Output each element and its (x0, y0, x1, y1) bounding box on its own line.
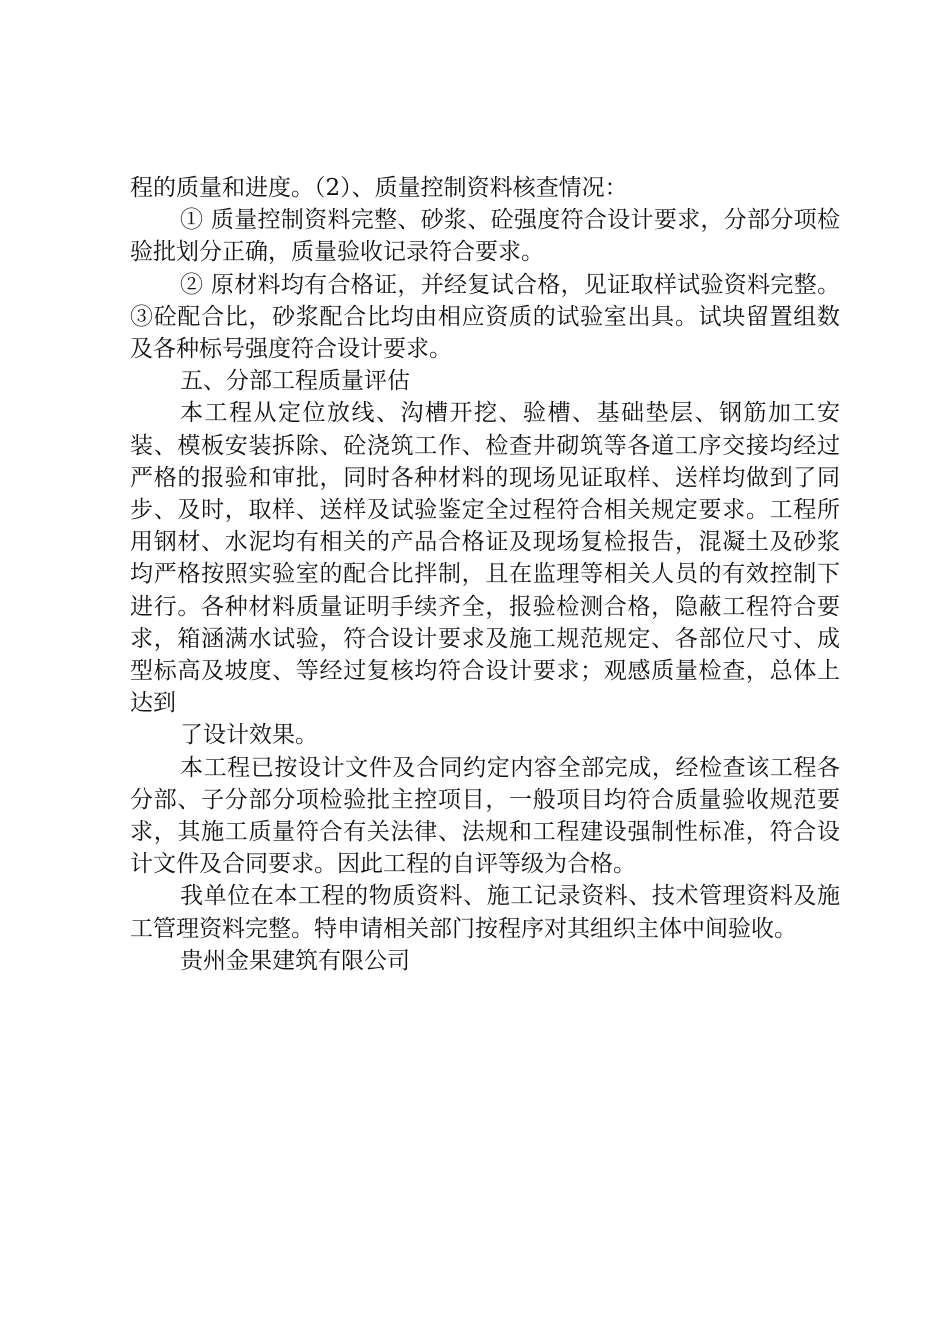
paragraph-raw-materials: ② 原材料均有合格证，并经复试合格，见证取样试验资料完整。③砼配合比，砂浆配合比均由相应资质的试验室出具。试块留置组数及各种标号强度符合设计要求。 (130, 271, 840, 363)
paragraph-design-effect: 了设计效果。 (180, 722, 318, 749)
section-heading-evaluation: 五、分部工程质量评估 (180, 368, 410, 395)
company-signature: 贵州金果建筑有限公司 (180, 947, 410, 974)
paragraph-completion: 本工程已按设计文件及合同约定内容全部完成，经检查该工程各分部、子分部分项检验批主控项目，一般项目均符合质量验收规范要求，其施工质量符合有关法律、法规和工程建设强制性标准，符合设计文件及合同要求。因此工程的自评等级为合格。 (130, 754, 840, 878)
paragraph-quality-progress: 程的质量和进度。（2）、质量控制资料核查情况： (130, 175, 628, 201)
paragraph-quality-data-complete: ① 质量控制资料完整、砂浆、砼强度符合设计要求，分部分项检验批划分正确，质量验收记录符合要求。 (130, 207, 840, 266)
paragraph-construction-process: 本工程从定位放线、沟槽开挖、验槽、基础垫层、钢筋加工安装、模板安装拆除、砼浇筑工作、检查井砌筑等各道工序交接均经过严格的报验和审批，同时各种材料的现场见证取样、送样均做到了同步、及时，取样、送样及试验鉴定全过程符合相关规定要求。工程所用钢材、水泥均有相关的产品合格证及现场复检报告，混凝土及砂浆均严格按照实验室的配合比拌制，且在监理等相关人员的有效控制下进行。各种材料质量证明手续齐全，报验检测合格，隐蔽工程符合要求，箱涵满水试验，符合设计要求及施工规范规定、各部位尺寸、成型标高及坡度、等经过复核均符合设计要求；观感质量检查，总体上达到 (130, 400, 840, 717)
document-body (130, 172, 840, 977)
paragraph-application: 我单位在本工程的物质资料、施工记录资料、技术管理资料及施工管理资料完整。特申请相关部门按程序对其组织主体中间验收。 (130, 883, 840, 942)
